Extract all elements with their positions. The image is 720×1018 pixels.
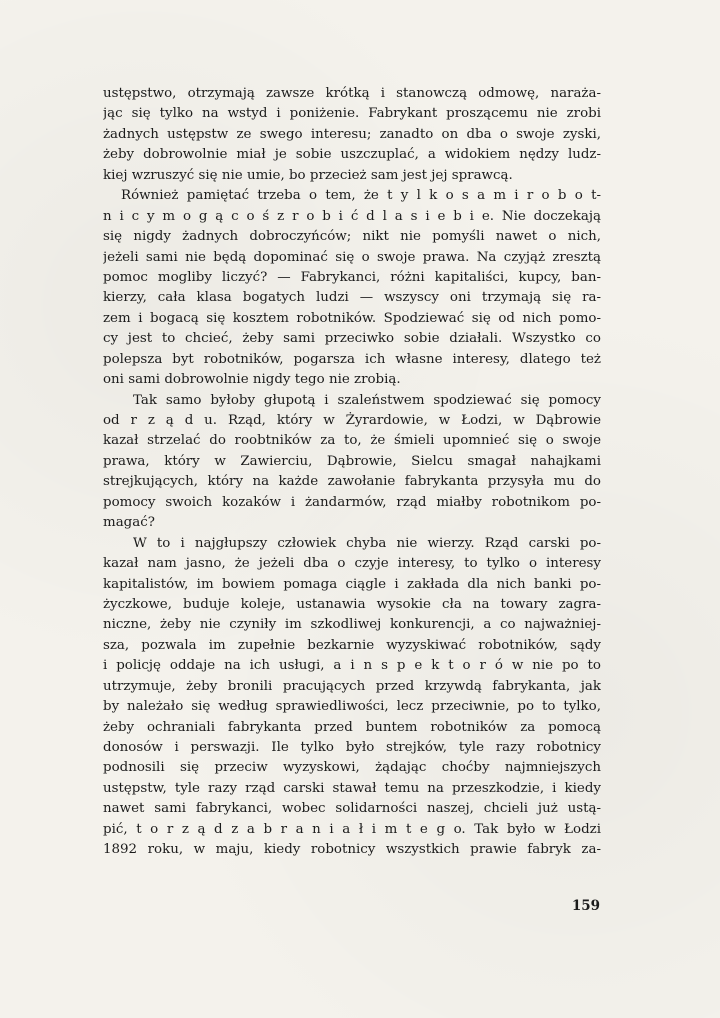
body-text xyxy=(103,84,601,861)
text-line: cy jest to chcieć, żeby sami przeciwko sobie działali. Wszystko co xyxy=(103,331,601,347)
text-line: Również pamiętać trzeba o tem, że t y l k o s a m i r o b o t- xyxy=(121,188,601,204)
text-line: kiej wzruszyć się nie umie, bo przecież sam jest jej sprawcą. xyxy=(103,167,513,183)
text-line: ustępstw, tyle razy rząd carski stawał temu na przeszkodzie, i kiedy xyxy=(103,780,601,796)
text-line: jeżeli sami nie będą dopominać się o swoje prawa. Na czyjąż zresztą xyxy=(103,249,601,265)
text-line: podnosili się przeciw wyzyskowi, żądając choćby najmniejszych xyxy=(103,760,601,776)
text-line: donosów i perswazji. Ile tylko było strejków, tyle razy robotnicy xyxy=(103,740,601,755)
text-line: kazał strzelać do roobtników za to, że śmieli upomnieć się o swoje xyxy=(103,433,601,449)
text-line: W to i najgłupszy człowiek chyba nie wierzy. Rząd carski po- xyxy=(133,535,601,551)
text-line: jąc się tylko na wstyd i poniżenie. Fabrykant proszącemu nie zrobi xyxy=(103,106,601,122)
text-line: magać? xyxy=(103,515,155,531)
text-line: od r z ą d u. Rząd, który w Żyrardowie, w Łodzi, w Dąbrowie xyxy=(103,413,601,428)
text-line: strejkujących, który na każde zawołanie fabrykanta przysyła mu do xyxy=(103,474,601,490)
text-line: ustępstwo, otrzymają zawsze krótką i stanowczą odmowę, naraża- xyxy=(103,86,601,101)
text-line: pomoc mogliby liczyć? — Fabrykanci, różni kapitaliści, kupcy, ban- xyxy=(103,269,601,285)
text-line: utrzymuje, żeby bronili pracujących przed krzywdą fabrykanta, jak xyxy=(103,678,601,694)
text-line: się nigdy żadnych dobroczyńców; nikt nie pomyśli nawet o nich, xyxy=(103,229,601,245)
text-line: prawa, który w Zawierciu, Dąbrowie, Sielcu smagał nahajkami xyxy=(103,453,601,469)
text-line: by należało się według sprawiedliwości, lecz przeciwnie, po to tylko, xyxy=(103,699,601,715)
text-line: n i c y m o g ą c o ś z r o b i ć d l a s i e b i e. Nie doczekają xyxy=(103,208,601,224)
text-line: kapitalistów, im bowiem pomaga ciągle i zakłada dla nich banki po- xyxy=(103,576,601,592)
text-line: kazał nam jasno, że jeżeli dba o czyje interesy, to tylko o interesy xyxy=(103,556,601,572)
text-line: niczne, żeby nie czyniły im szkodliwej konkurencji, a co najważniej- xyxy=(103,617,601,633)
page-number: 159 xyxy=(571,898,600,914)
text-line: kierzy, cała klasa bogatych ludzi — wszyscy oni trzymają się ra- xyxy=(103,290,601,306)
text-line: żeby dobrowolnie miał je sobie uszczuplać, a widokiem nędzy ludz- xyxy=(103,147,601,163)
text-line: zem i bogacą się kosztem robotników. Spodziewać się od nich pomo- xyxy=(103,310,601,326)
text-line: 1892 roku, w maju, kiedy robotnicy wszystkich prawie fabryk za- xyxy=(103,842,601,858)
text-line: polepsza byt robotników, pogarsza ich własne interesy, dlatego też xyxy=(103,351,601,367)
text-line: pomocy swoich kozaków i żandarmów, rząd miałby robotnikom po- xyxy=(103,494,601,510)
text-line: oni sami dobrowolnie nigdy tego nie zrobią. xyxy=(103,372,401,388)
text-line: żadnych ustępstw ze swego interesu; zanadto on dba o swoje zyski, xyxy=(103,126,601,142)
text-line: nawet sami fabrykanci, wobec solidarności naszej, chcieli już ustą- xyxy=(103,801,601,817)
text-line: pić, t o r z ą d z a b r a n i a ł i m t e g o. Tak było w Łodzi xyxy=(103,821,601,837)
text-line: żeby ochraniali fabrykanta przed buntem robotników za pomocą xyxy=(103,719,601,735)
text-line: życzkowe, buduje koleje, ustanawia wysokie cła na towary zagra- xyxy=(103,596,601,612)
text-line: Tak samo byłoby głupotą i szaleństwem spodziewać się pomocy xyxy=(133,392,601,408)
text-line: i policję oddaje na ich usługi, a i n s p e k t o r ó w nie po to xyxy=(103,658,601,674)
text-line: sza, pozwala im zupełnie bezkarnie wyzyskiwać robotników, sądy xyxy=(103,637,601,653)
